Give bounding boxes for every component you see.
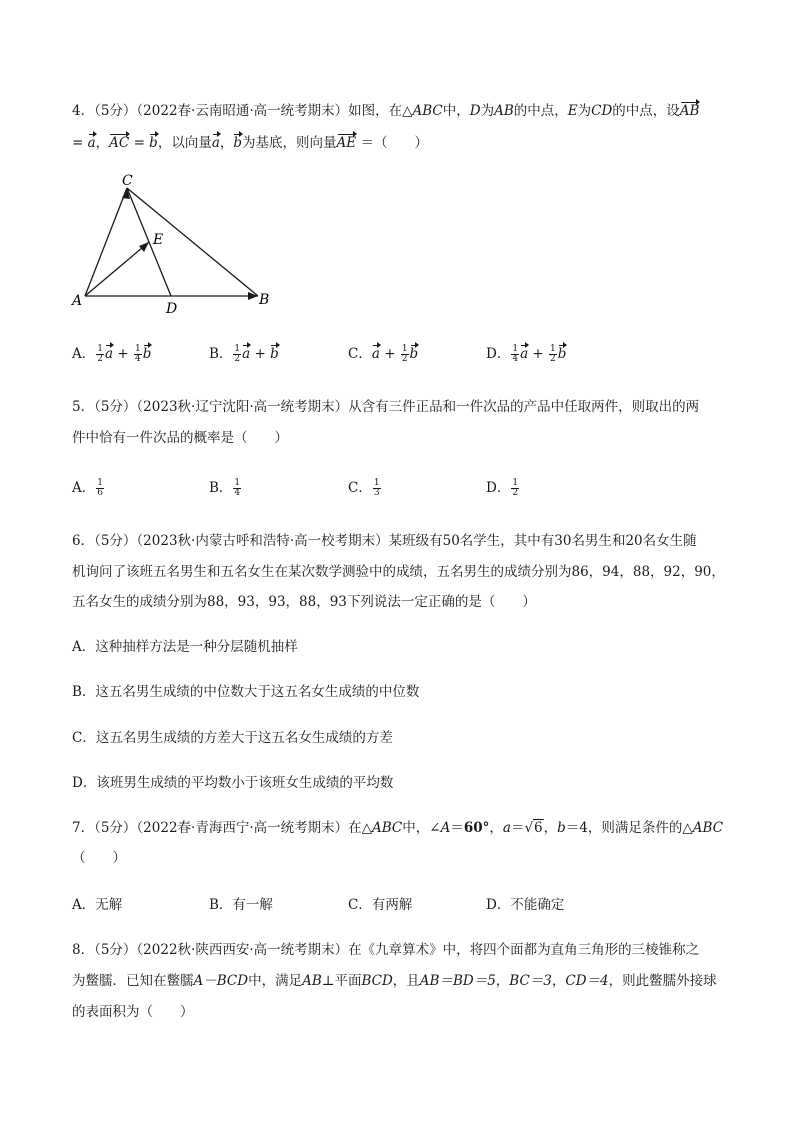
numerator: 1 [512,344,519,354]
q8-text: 为鳖臑．已知在鳖臑 [72,973,194,989]
denominator: 2 [512,488,519,498]
q4-number: 4． [72,103,95,119]
q7-option-c[interactable]: C．有两解 [348,897,413,913]
denominator: 4 [512,354,519,364]
q4-option-d[interactable] [486,345,566,364]
q4-text: 为 [480,103,495,119]
option-letter: B． [209,480,233,496]
q4-text: 如图，在 [348,103,403,119]
q4-option-c[interactable] [348,345,418,364]
math-a-bcd: A－BCD [193,973,249,989]
q4-line-2 [72,134,428,152]
q8-line-1: 8．（5分）（2022秋·陕西西安·高一统考期末）在《九章算术》中，将四个面都为直角三角形的三棱锥称之 [72,942,700,958]
q8-text: ，则此鳖臑外接球 [608,973,717,989]
numerator: 1 [97,478,103,488]
q6-option-c[interactable]: C．这五名男生成绩的方差大于这五名女生成绩的方差 [72,730,393,746]
vector-a: a [87,135,96,151]
math-a: A [440,820,451,836]
vector-a: a [211,135,220,151]
answer-bracket: ＝（ ） [360,135,428,151]
triangle-symbol: △ [361,820,373,836]
option-letter: D． [486,480,511,496]
option-letter: A． [72,480,96,496]
arrowhead-ae [139,242,149,252]
option-letter: B． [209,346,233,362]
equals-sign: ＝ [450,820,464,836]
equals-sign: ＝ [510,820,525,836]
q4-source: （5分）（2022春·云南昭通·高一统考期末） [94,103,349,119]
denominator: 6 [97,488,103,498]
angle-symbol: ∠ [429,820,441,836]
q6-option-a[interactable]: A．这种抽样方法是一种分层随机抽样 [72,639,298,655]
comma: ， [551,973,566,989]
segment-ac [85,188,127,296]
math-d: D [469,103,481,119]
comma: ， [495,973,510,989]
q7-prefix: 7．（5分）（2022春·青海西宁·高一统考期末）在 [72,820,362,836]
comma: ， [489,820,503,836]
numerator: 1 [234,478,241,488]
q7-line-2: （ ） [72,850,126,866]
q4-text: 的中点， [513,103,568,119]
q8-text: 中，满足 [248,973,303,989]
vector-a: a [520,346,529,362]
q7-option-b[interactable]: B．有一解 [209,897,273,913]
q4-line-1 [72,102,699,120]
arrowhead-ab [248,292,258,300]
triangle-figure [60,170,290,320]
vector-ab: AB [679,103,700,119]
fraction [96,479,104,498]
q7-option-a[interactable]: A．无解 [72,897,123,913]
vector-a: a [104,346,114,362]
label-d: D [166,301,178,317]
math-ab: AB [494,103,514,119]
math-abc: ABC [692,820,724,836]
fraction [96,345,104,364]
vector-ae: AE [336,135,357,151]
q7-line-1 [72,819,723,837]
q7-text: 中， [402,820,430,836]
q4-text: 为基底，则向量 [242,135,337,151]
plus-sign: + [384,346,396,362]
plus-sign: + [254,346,266,362]
q4-option-b[interactable] [209,345,279,364]
fraction [373,479,381,498]
numerator: 1 [512,478,519,488]
numerator: 1 [234,344,241,354]
vector-b: b [233,135,243,151]
math-a-lower: a [502,820,511,836]
q5-option-b[interactable] [209,479,242,498]
denominator: 2 [234,354,241,364]
vector-ac: AC [109,135,130,151]
math-bcd: BCD [361,973,393,989]
math-bc-eq: BC＝3 [509,973,552,989]
denominator: 4 [234,488,241,498]
equals-sign: ＝ [565,820,580,836]
fraction [233,345,241,364]
comma: ， [219,135,234,151]
q5-line-2: 件中恰有一件次品的概率是（ ） [72,430,288,446]
b-value: 4 [579,820,588,836]
label-b: B [259,292,270,308]
vector-a: a [371,346,380,362]
q5-option-d[interactable] [486,479,520,498]
plus-sign: + [117,346,129,362]
fraction [233,479,241,498]
vector-b: b [409,346,419,362]
math-cd-eq: CD＝4 [565,973,609,989]
math-ab: AB [302,973,322,989]
fraction [134,345,142,364]
segment-ae [85,242,149,296]
numerator: 1 [373,478,380,488]
label-c: C [122,173,133,189]
q6-option-b[interactable]: B．这五名男生成绩的中位数大于这五名女生成绩的中位数 [72,684,420,700]
perpendicular-symbol: ⊥ [321,973,335,989]
q8-line-3: 的表面积为（ ） [72,1004,194,1020]
q6-line-3: 五名女生的成绩分别为88，93，93，88，93下列说法一定正确的是（ ） [72,594,536,610]
q5-option-c[interactable] [348,479,382,498]
numerator: 1 [97,344,103,354]
q8-text: 平面 [334,973,362,989]
q4-text: 为 [577,103,592,119]
q4-text: 的中点，设 [612,103,680,119]
vector-b: b [142,346,152,362]
math-e: E [567,103,578,119]
q7-text: ，则满足条件的 [587,820,683,836]
vector-b: b [557,346,567,362]
numerator: 1 [550,344,556,354]
numerator: 1 [134,344,141,354]
segment-cb [127,188,258,296]
triangle-symbol: △ [682,820,693,836]
vector-b: b [270,346,279,362]
numerator: 1 [401,344,408,354]
math-abc: ABC [412,103,443,119]
option-letter: C． [348,480,372,496]
q6-line-1: 6．（5分）（2023秋·内蒙古呼和浩特·高一校考期末）某班级有50名学生，其中有30名男生和20名女生随 [72,533,697,549]
label-e: E [153,232,164,248]
denominator: 2 [550,354,556,364]
q8-text: ，且 [392,973,420,989]
vector-a: a [242,346,251,362]
vector-b: b [149,135,158,151]
denominator: 2 [97,354,103,364]
sqrt-radicand: 6 [534,820,543,836]
plus-sign: + [532,346,544,362]
q4-text: ，以向量 [157,135,212,151]
comma: ， [543,820,558,836]
option-letter: A． [72,346,96,362]
denominator: 3 [373,488,380,498]
math-cd: CD [591,103,613,119]
equals-sign: = [133,135,145,151]
q5-option-a[interactable] [72,479,105,498]
q4-text: 中， [442,103,470,119]
option-letter: D． [486,346,511,362]
math-b-lower: b [557,820,566,836]
fraction [511,479,519,498]
q7-option-d[interactable]: D．不能确定 [486,897,565,913]
fraction [401,345,409,364]
q6-option-d[interactable]: D．该班男生成绩的平均数小于该班女生成绩的平均数 [72,775,394,791]
q8-line-2 [72,972,717,990]
math-ab-bd-eq: AB＝BD＝5 [419,973,496,989]
q6-line-2: 机询问了该班五名男生和五名女生在某次数学测验中的成绩，五名男生的成绩分别为86，94，88，92，90， [72,564,725,580]
fraction [549,345,557,364]
angle-value: 60° [463,820,490,836]
sqrt-symbol: √ [524,820,534,836]
fraction [511,345,519,364]
equals-sign: = [72,135,84,151]
denominator: 2 [401,354,408,364]
comma: ， [95,135,110,151]
math-abc: ABC [372,820,403,836]
q4-option-a[interactable] [72,345,151,364]
q5-line-1: 5．（5分）（2023秋·辽宁沈阳·高一统考期末）从含有三件正品和一件次品的产品中任取两件，则取出的两 [72,399,700,415]
triangle-symbol: △ [402,103,413,119]
option-letter: C． [348,346,372,362]
label-a: A [72,293,83,309]
denominator: 4 [134,354,141,364]
